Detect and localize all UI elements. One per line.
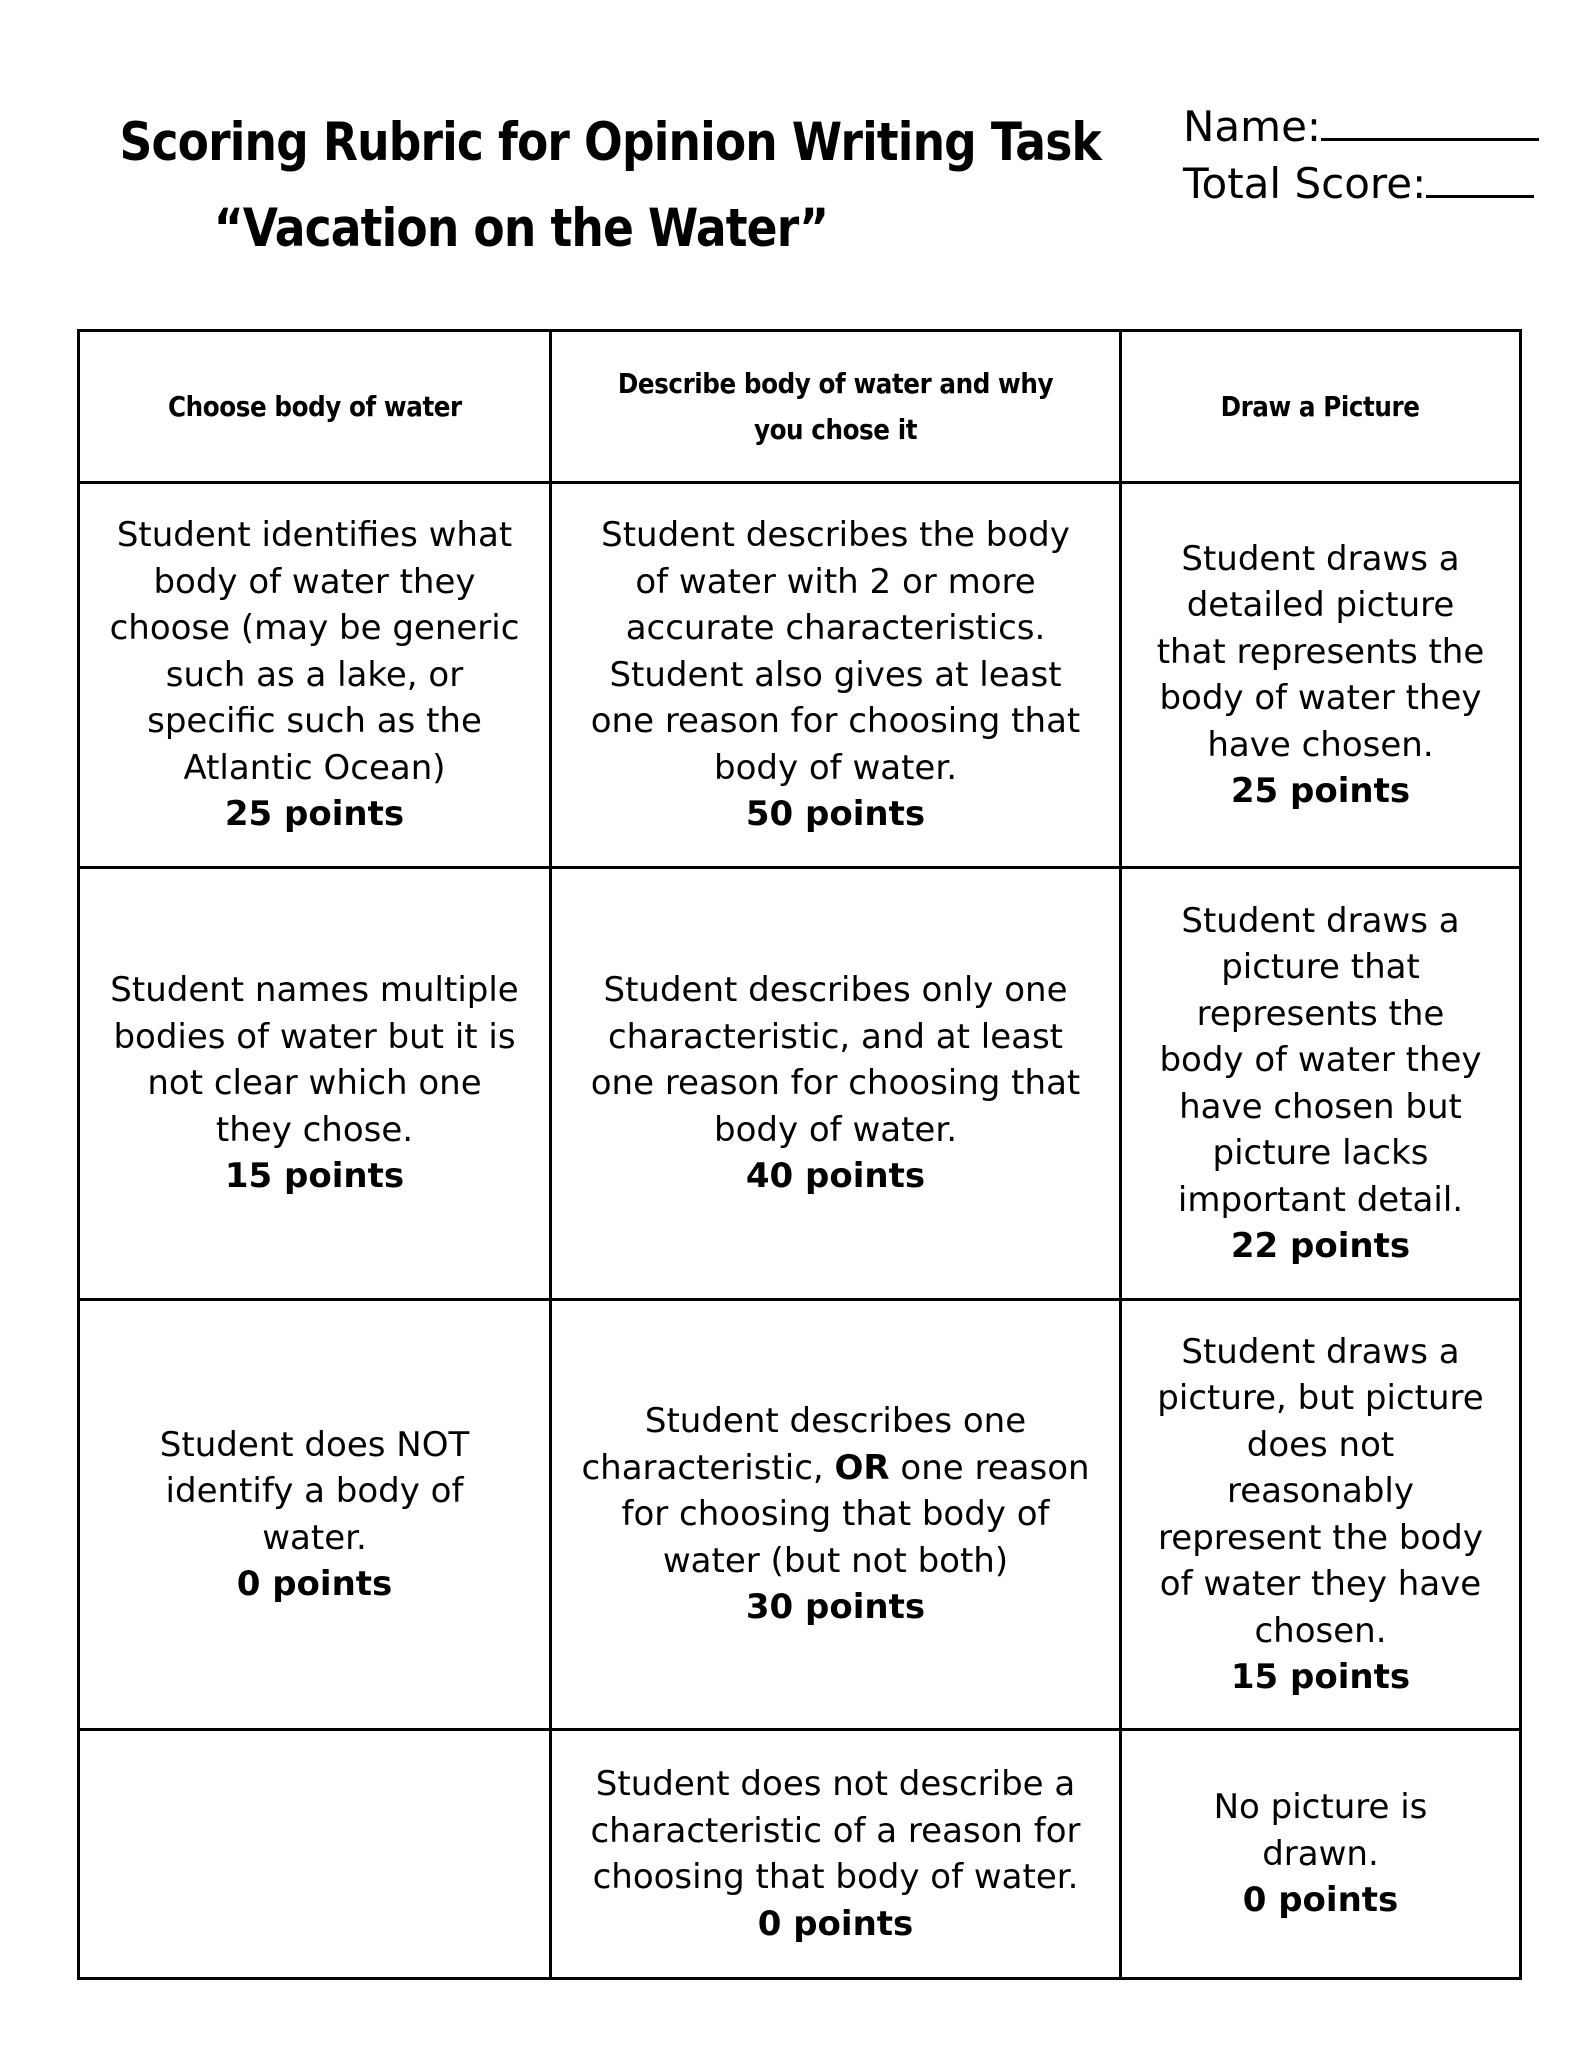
criterion-text: Student does NOT identify a body of water. (159, 1424, 470, 1558)
points-value: 50 points (745, 794, 926, 835)
points-value: 40 points (745, 1156, 926, 1197)
criterion-text: Student names multiple bodies of water but it is not clear which one they chose. (110, 970, 519, 1150)
rubric-cell (1121, 1730, 1521, 1979)
points-value: 22 points (1230, 1226, 1411, 1266)
score-row (1183, 155, 1539, 212)
criterion-text: Student does not describe a characteristic of a reason for choosing that body of water. (590, 1764, 1081, 1897)
criterion-text: Student draws a picture, but picture does not reasonably represent the body of water they have chosen. (1157, 1331, 1484, 1651)
rubric-cell-empty (79, 1730, 551, 1979)
table-row (79, 1730, 1521, 1979)
points-value: 0 points (757, 1903, 914, 1944)
rubric-cell (551, 868, 1121, 1300)
score-blank[interactable] (1426, 155, 1534, 198)
rubric-cell (1121, 1300, 1521, 1730)
column-header: Choose body of water (79, 331, 551, 483)
rubric-cell (1121, 868, 1521, 1300)
criterion-text: No picture is drawn. (1213, 1787, 1428, 1874)
criterion-text: Student draws a detailed picture that represents the body of water they have chosen. (1156, 538, 1485, 765)
title-line-2: “Vacation on the Water” (213, 198, 829, 259)
points-value: 15 points (1230, 1657, 1411, 1697)
criterion-text: Student describes the body of water with 2 or more accurate characteristics. Student also gives at least one reason for choosing that body of water. (590, 515, 1081, 788)
rubric-cell (551, 483, 1121, 868)
points-value: 15 points (224, 1156, 405, 1197)
points-value: 25 points (1230, 771, 1411, 811)
column-header: Describe body of water and why you chose it (551, 331, 1121, 483)
points-value: 0 points (1242, 1880, 1399, 1921)
table-header-row (79, 331, 1521, 483)
table-row (79, 483, 1521, 868)
score-label: Total Score: (1183, 159, 1427, 208)
criterion-text: Student draws a picture that represents the body of water they have chosen but picture lacks important detail. (1159, 900, 1482, 1220)
rubric-cell (79, 483, 551, 868)
rubric-table (77, 329, 1522, 1980)
rubric-cell (551, 1730, 1121, 1979)
name-label: Name: (1183, 102, 1322, 151)
criterion-text: Student describes one characteristic, (581, 1401, 1027, 1488)
criterion-text: Student describes only one characteristic, and at least one reason for choosing that body of water. (590, 970, 1081, 1150)
rubric-cell (1121, 483, 1521, 868)
rubric-cell (79, 868, 551, 1300)
rubric-title (60, 100, 1101, 272)
name-blank[interactable] (1321, 98, 1539, 141)
name-row (1183, 98, 1539, 155)
points-value: 0 points (236, 1564, 393, 1604)
table-row (79, 868, 1521, 1300)
criterion-text: Student identifies what body of water they choose (may be generic such as a lake, or specific such as the Atlantic Ocean) (109, 515, 520, 788)
points-value: 30 points (745, 1587, 926, 1628)
criterion-text: one reason for choosing that body of water (but not both) (621, 1447, 1090, 1581)
rubric-cell (551, 1300, 1121, 1730)
table-row (79, 1300, 1521, 1730)
column-header: Draw a Picture (1121, 331, 1521, 483)
student-info (1183, 98, 1539, 212)
title-line-1: Scoring Rubric for Opinion Writing Task (119, 112, 1101, 173)
points-value: 25 points (224, 794, 405, 835)
emphasis-or: OR (834, 1447, 890, 1488)
rubric-cell (79, 1300, 551, 1730)
